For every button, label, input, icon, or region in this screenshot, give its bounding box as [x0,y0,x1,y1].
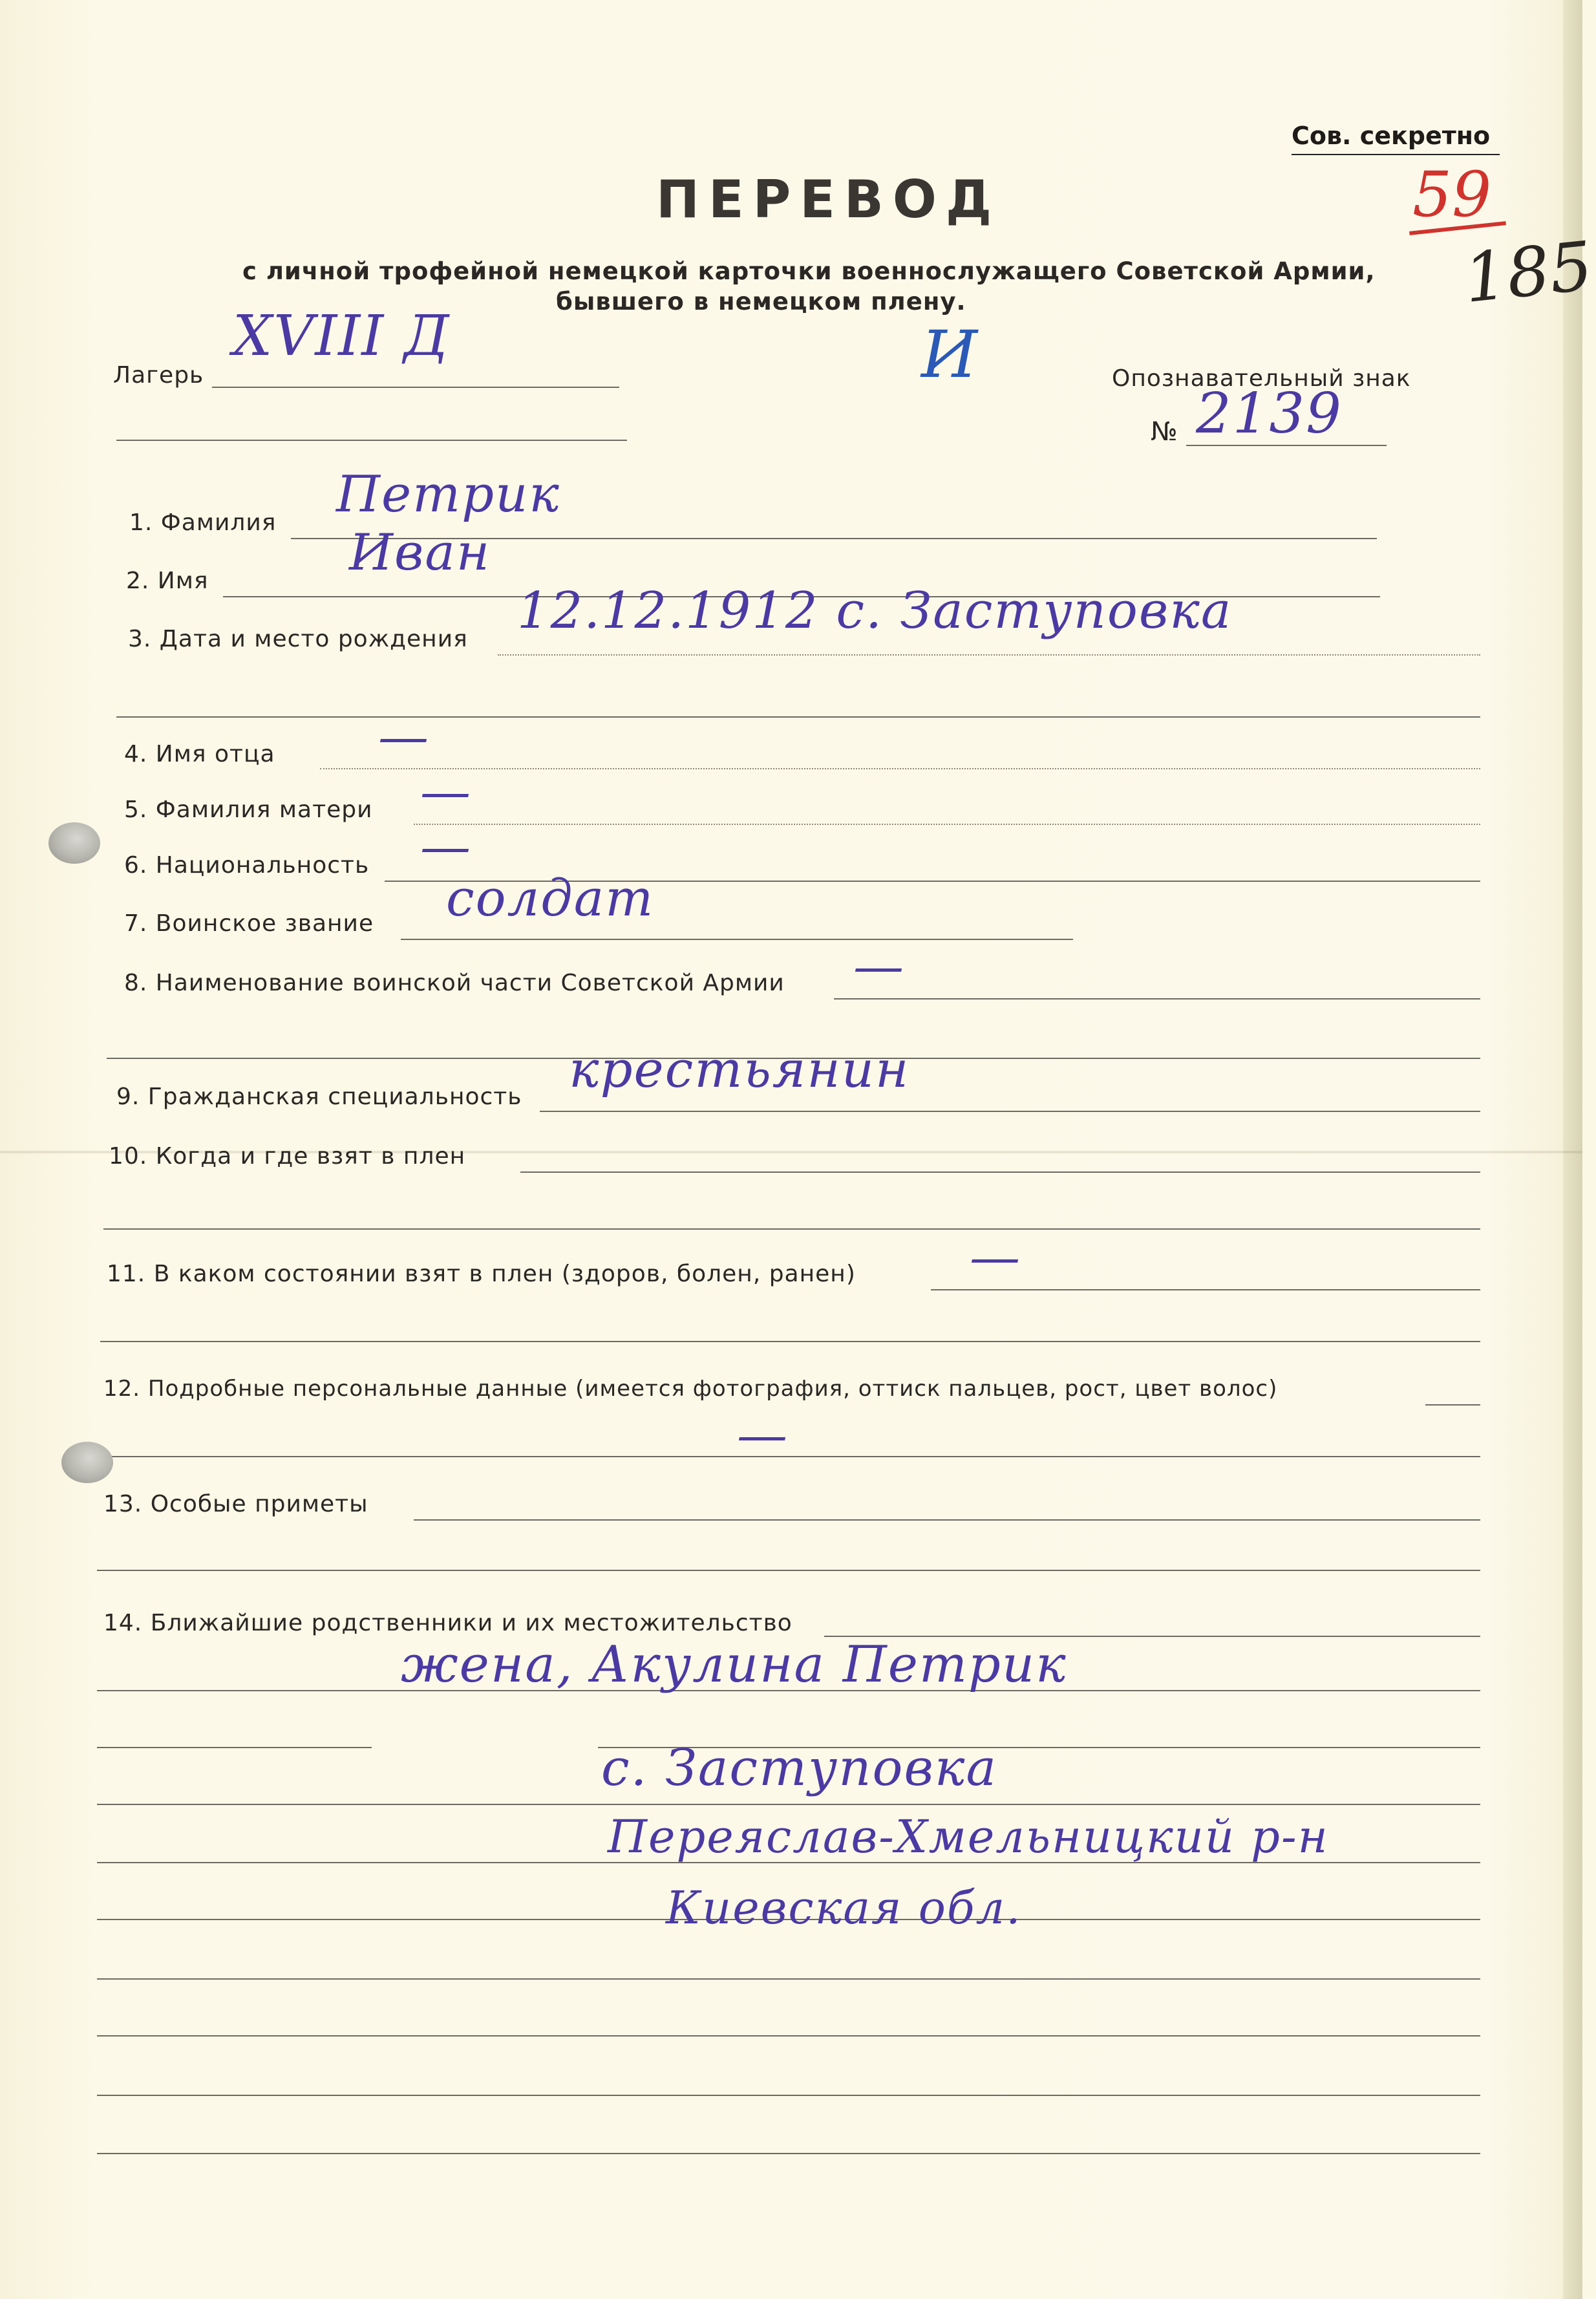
field-value-details: — [737,1406,789,1464]
field-line-father [320,768,1480,769]
field-line-details-2 [97,1456,1480,1457]
field-label-mother: 5. Фамилия матери [124,797,373,823]
field-line-condition-2 [100,1341,1480,1342]
field-value-rank: солдат [446,870,655,928]
black-number: 185 [1460,226,1596,319]
field-label-name: 2. Имя [126,568,209,594]
field-label-details: 12. Подробные персональные данные (имеется фотография, оттиск пальцев, рост, цвет волос) [103,1376,1278,1402]
field-label-birth: 3. Дата и место рождения [128,626,468,652]
field-line-captured [520,1171,1480,1173]
field-label-profession: 9. Гражданская специальность [116,1084,522,1110]
field-label-marks: 13. Особые приметы [103,1491,368,1517]
subtitle-line1: с личной трофейной немецкой карточки военнослужащего Советской Армии, [242,257,1376,285]
classification-underline [1292,154,1500,155]
field-label-father: 4. Имя отца [124,741,275,767]
field-line-profession [540,1111,1480,1112]
field-line-marks [414,1519,1480,1521]
field-label-surname: 1. Фамилия [129,509,277,536]
paper-edge [1563,0,1582,2299]
field-line-condition [931,1289,1480,1290]
relatives-line-3 [97,1804,1480,1805]
field-value-mother: — [420,763,472,821]
field-value-father: — [378,708,430,766]
relatives-line-6 [97,1978,1480,1980]
field-value-condition: — [970,1228,1021,1287]
camp-value: XVIII Д [233,304,451,369]
red-number: 59 [1412,158,1492,231]
subtitle-line2: бывшего в немецком плену. [556,288,966,315]
field-value-surname: Петрик [336,465,560,524]
id-number-prefix: № [1151,417,1178,447]
field-value-unit: — [853,937,905,996]
camp-line-2 [116,440,627,441]
field-line-captured-2 [103,1228,1480,1230]
id-label: Опознавательный знак [1112,365,1411,392]
field-label-captured: 10. Когда и где взят в плен [109,1143,466,1170]
field-value-profession: крестьянин [569,1041,910,1099]
classification-stamp: Сов. секретно [1292,122,1491,150]
page-title: ПЕРЕВОД [656,169,1001,230]
field-label-rank: 7. Воинское звание [124,910,374,937]
camp-label: Лагерь [113,362,204,389]
field-line-mother [414,824,1480,825]
relative-line-3: Переяслав-Хмельницкий р-н [608,1810,1329,1863]
relatives-line-7 [97,2035,1480,2037]
field-label-relatives: 14. Ближайшие родственники и их местожительство [103,1610,793,1636]
field-label-unit: 8. Наименование воинской части Советской Армии [124,970,785,996]
relatives-line-8 [97,2095,1480,2096]
field-line-marks-2 [97,1570,1480,1571]
relative-line-2: с. Заступовка [601,1739,997,1797]
field-line-unit [834,998,1480,1000]
camp-line [212,387,619,388]
relative-line-1: жена, Акулина Петрик [401,1636,1067,1694]
field-line-details [1425,1404,1480,1406]
relatives-line-9 [97,2153,1480,2154]
id-number-value: 2139 [1196,381,1343,446]
punch-hole-lower [61,1442,113,1483]
field-value-nationality: — [420,818,472,876]
field-value-name: Иван [349,524,491,582]
field-value-birth: 12.12.1912 с. Заступовка [517,582,1233,640]
blue-mark: И [921,317,979,392]
field-label-nationality: 6. Национальность [124,852,370,879]
punch-hole-upper [48,822,100,864]
field-line-birth [498,654,1480,656]
field-line-rank [401,939,1073,940]
relatives-line-2a [97,1747,372,1748]
relative-line-4: Киевская обл. [666,1881,1022,1934]
field-line-birth-2 [116,716,1480,718]
field-label-condition: 11. В каком состоянии взят в плен (здоров, болен, ранен) [107,1261,856,1287]
